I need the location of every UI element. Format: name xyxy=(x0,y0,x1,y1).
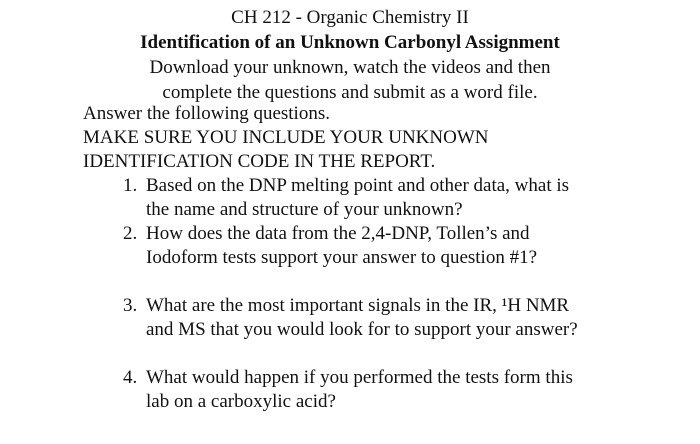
assignment-title: Identification of an Unknown Carbonyl Assignment xyxy=(140,32,560,53)
question-text-line: the name and structure of your unknown? xyxy=(146,199,463,220)
question-text-line: Based on the DNP melting point and other data, what is xyxy=(146,175,570,196)
question-text-line: What would happen if you performed the tests form this xyxy=(146,367,573,388)
question-number: 1. xyxy=(123,175,138,196)
notice-line-2: IDENTIFICATION CODE IN THE REPORT. xyxy=(83,151,436,172)
notice-line-1: MAKE SURE YOU INCLUDE YOUR UNKNOWN xyxy=(83,127,489,148)
question-text-line: How does the data from the 2,4-DNP, Tollen’s and xyxy=(146,223,530,244)
question-number: 3. xyxy=(123,295,138,316)
question-text-line: What are the most important signals in the IR, ¹H NMR xyxy=(146,295,570,316)
instruction-line-2: complete the questions and submit as a word file. xyxy=(162,82,538,103)
instruction-line-1: Download your unknown, watch the videos and then xyxy=(149,57,551,78)
question-text-line: Iodoform tests support your answer to question #1? xyxy=(146,247,538,268)
question-number: 4. xyxy=(123,367,138,388)
question-text-line: lab on a carboxylic acid? xyxy=(146,391,336,412)
question-number: 2. xyxy=(123,223,138,244)
intro-text: Answer the following questions. xyxy=(83,103,330,124)
course-title: CH 212 - Organic Chemistry II xyxy=(231,7,469,28)
question-text-line: and MS that you would look for to support your answer? xyxy=(146,319,578,340)
